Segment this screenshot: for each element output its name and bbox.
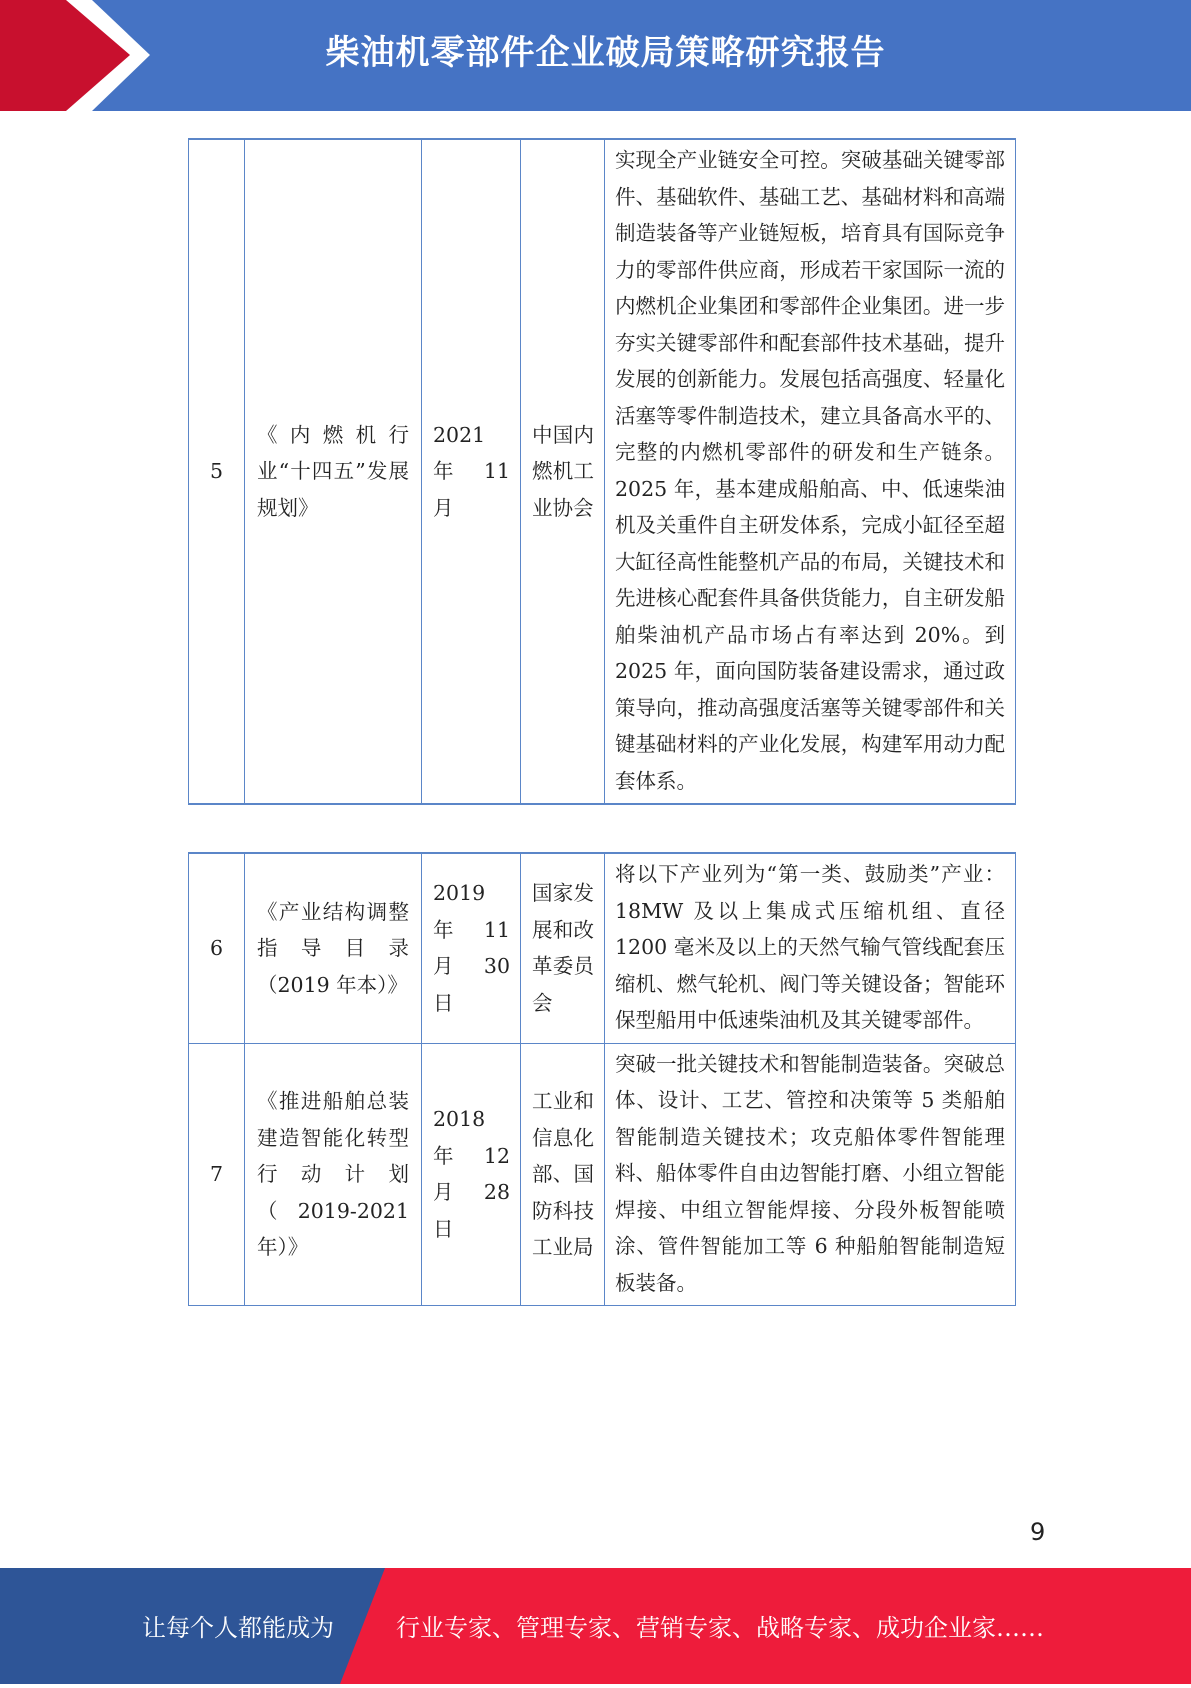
issuing-organization: 工业和信息化部、国防科技工业局 [521, 1043, 605, 1306]
issue-date: 2021 年 11 月 [422, 139, 521, 804]
row-number: 7 [189, 1043, 245, 1306]
header-chevron-decoration [0, 0, 160, 111]
org-text: 中国内燃机工业协会 [532, 422, 594, 520]
policy-name: 《内燃机行业“十四五”发展规划》 [245, 139, 422, 804]
chevron-red-shape [0, 0, 130, 111]
report-title: 柴油机零部件企业破局策略研究报告 [325, 33, 886, 73]
row-number: 5 [189, 139, 245, 804]
policy-table [188, 852, 1016, 1306]
policy-content: 将以下产业列为“第一类、鼓励类”产业：18MW 及以上集成式压缩机组、直径 1200 毫米及以上的天然气输气管线配套压缩机、燃气轮机、阀门等关键设备；智能环保型船用中低速柴油机及其关键零部件。 [605, 853, 1016, 1043]
table-row [189, 1043, 1016, 1306]
table-row [189, 853, 1016, 1043]
page-header [0, 0, 1191, 111]
footer-slogan-left: 让每个人都能成为 [142, 1614, 334, 1642]
issuing-organization [521, 139, 605, 804]
issue-date: 2019 年 11 月 30 日 [422, 853, 521, 1043]
issue-date: 2018 年 12 月 28 日 [422, 1043, 521, 1306]
policy-content: 突破一批关键技术和智能制造装备。突破总体、设计、工艺、管控和决策等 5 类船舶智能制造关键技术；攻克船体零件智能理料、船体零件自由边智能打磨、小组立智能焊接、中组立智能焊接、分段外板智能喷涂、管件智能加工等 6 种船舶智能制造短板装备。 [605, 1043, 1016, 1306]
issuing-organization: 国家发展和改革委员会 [521, 853, 605, 1043]
policy-name: 《推进船舶总装建造智能化转型行动计划（2019-2021 年）》 [245, 1043, 422, 1306]
page-footer [0, 1568, 1191, 1684]
table-row [189, 139, 1016, 804]
policy-content: 实现全产业链安全可控。突破基础关键零部件、基础软件、基础工艺、基础材料和高端制造装备等产业链短板，培育具有国际竞争力的零部件供应商，形成若干家国际一流的内燃机企业集团和零部件企业集团。进一步夯实关键零部件和配套部件技术基础，提升发展的创新能力。发展包括高强度、轻量化活塞等零件制造技术，建立具备高水平的、完整的内燃机零部件的研发和生产链条。2025 年，基本建成船舶高、中、低速柴油机及关重件自主研发体系，完成小缸径至超大缸径高性能整机产品的布局，关键技术和先进核心配套件具备供货能力，自主研发船舶柴油机产品市场占有率达到 20%。到 2025 年，面向国防装备建设需求，通过政策导向，推动高强度活塞等关键零部件和关键基础材料的产业化发展，构建军用动力配套体系。 [605, 139, 1016, 804]
footer-slogan-right: 行业专家、管理专家、营销专家、战略专家、成功企业家…… [396, 1614, 1044, 1642]
policy-name: 《产业结构调整指导目录（2019 年本）》 [245, 853, 422, 1043]
row-number: 6 [189, 853, 245, 1043]
policy-table-continued [188, 138, 1016, 805]
page-number: 9 [1030, 1518, 1046, 1546]
